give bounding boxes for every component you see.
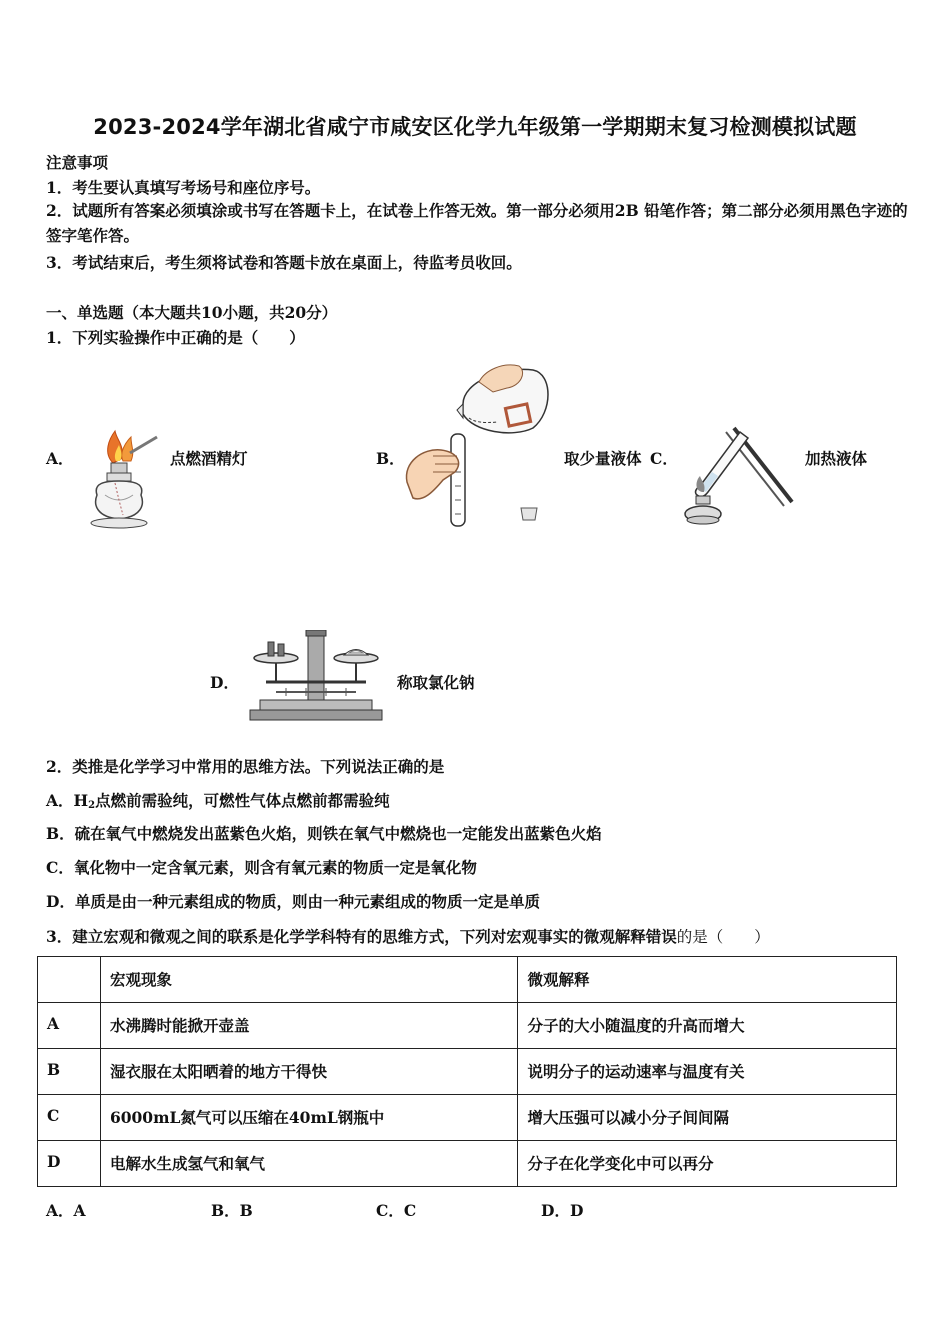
heat-liquid-figure bbox=[680, 420, 805, 530]
table-row bbox=[38, 1141, 897, 1187]
table-cell: 6000mL氮气可以压缩在40mL钢瓶中 bbox=[100, 1095, 518, 1141]
table-header-row bbox=[38, 957, 897, 1003]
q2-option-a-text: 点燃前需验纯，可燃性气体点燃前都需验纯 bbox=[95, 791, 390, 810]
q1-option-b-letter: B． bbox=[376, 449, 405, 468]
table-cell: 分子在化学变化中可以再分 bbox=[518, 1141, 897, 1187]
q2-option-a-subscript: 2 bbox=[88, 800, 96, 811]
table-cell: 电解水生成氢气和氧气 bbox=[100, 1141, 518, 1187]
q1-option-c-letter: C． bbox=[650, 449, 678, 468]
q1-option-a-caption: 点燃酒精灯 bbox=[170, 449, 248, 468]
q2-option-c: C．氧化物中一定含氧元素，则含有氧元素的物质一定是氧化物 bbox=[46, 858, 477, 877]
table-cell: B bbox=[38, 1049, 101, 1095]
table-cell: 湿衣服在太阳晒着的地方干得快 bbox=[100, 1049, 518, 1095]
q3-table bbox=[37, 956, 897, 1187]
q1-stem: 1．下列实验操作中正确的是（ ） bbox=[46, 328, 305, 347]
table-row bbox=[38, 1095, 897, 1141]
notice-item-1: 1．考生要认真填写考场号和座位序号。 bbox=[46, 178, 321, 197]
table-cell: D bbox=[38, 1141, 101, 1187]
table-row bbox=[38, 1003, 897, 1049]
q3-stem bbox=[46, 925, 770, 947]
q1-option-d-caption: 称取氯化钠 bbox=[397, 673, 475, 692]
table-header-cell: 微观解释 bbox=[518, 957, 897, 1003]
q3-answer-b: B．B bbox=[211, 1201, 253, 1220]
q2-option-d: D．单质是由一种元素组成的物质，则由一种元素组成的物质一定是单质 bbox=[46, 892, 540, 911]
q2-option-a-prefix: A．H bbox=[46, 791, 89, 810]
table-row bbox=[38, 1049, 897, 1095]
alcohol-lamp-figure bbox=[75, 425, 160, 530]
table-cell: C bbox=[38, 1095, 101, 1141]
table-cell: A bbox=[38, 1003, 101, 1049]
notice-item-3: 3．考试结束后，考生须将试卷和答题卡放在桌面上，待监考员收回。 bbox=[46, 253, 522, 272]
pour-liquid-figure bbox=[403, 352, 558, 532]
q1-option-d-letter: D． bbox=[210, 673, 239, 692]
table-cell: 分子的大小随温度的升高而增大 bbox=[518, 1003, 897, 1049]
q3-answer-a: A．A bbox=[46, 1201, 86, 1220]
notice-item-2: 2．试题所有答案必须填涂或书写在答题卡上，在试卷上作答无效。第一部分必须用2B 铅笔作答；第二部分必须用黑色字迹的签字笔作答。 bbox=[46, 201, 908, 245]
q3-answer-c: C．C bbox=[376, 1201, 417, 1220]
q1-option-a-letter: A． bbox=[46, 449, 74, 468]
q3-answer-d: D．D bbox=[541, 1201, 584, 1220]
q1-option-c-caption: 加热液体 bbox=[805, 449, 868, 468]
table-cell: 增大压强可以减小分子间间隔 bbox=[518, 1095, 897, 1141]
section-heading: 一、单选题（本大题共10小题，共20分） bbox=[46, 303, 338, 322]
table-cell: 说明分子的运动速率与温度有关 bbox=[518, 1049, 897, 1095]
q2-option-a bbox=[46, 789, 390, 811]
q2-option-b: B．硫在氧气中燃烧发出蓝紫色火焰，则铁在氧气中燃烧也一定能发出蓝紫色火焰 bbox=[46, 824, 602, 843]
q1-option-b-caption: 取少量液体 bbox=[564, 449, 642, 468]
q2-stem: 2．类推是化学学习中常用的思维方法。下列说法正确的是 bbox=[46, 757, 445, 776]
table-header-cell: 宏观现象 bbox=[100, 957, 518, 1003]
page-title: 2023-2024学年湖北省咸宁市咸安区化学九年级第一学期期末复习检测模拟试题 bbox=[93, 115, 857, 139]
notice-heading: 注意事项 bbox=[46, 153, 109, 172]
table-cell: 水沸腾时能掀开壶盖 bbox=[100, 1003, 518, 1049]
table-header-cell bbox=[38, 957, 101, 1003]
q3-stem-tail: 的是（ ） bbox=[676, 928, 770, 946]
q3-stem-main: 3．建立宏观和微观之间的联系是化学学科特有的思维方式，下列对宏观事实的微观解释错误 bbox=[46, 927, 677, 946]
balance-figure bbox=[246, 630, 386, 722]
